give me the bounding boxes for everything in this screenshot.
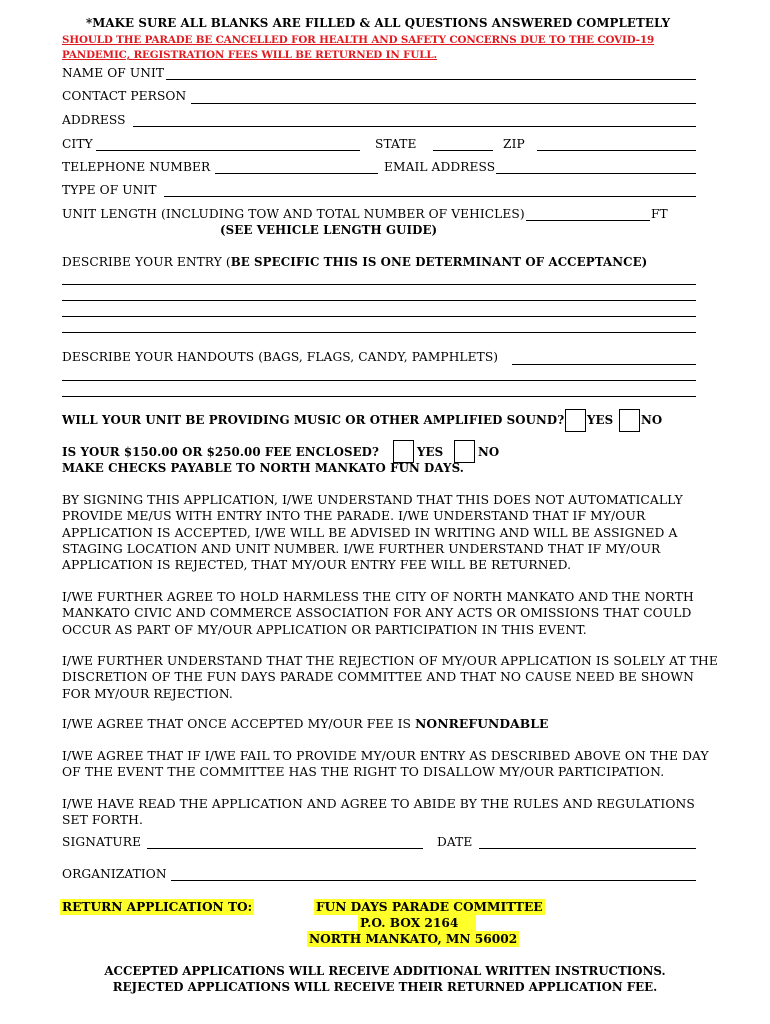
return-application-label: RETURN APPLICATION TO: [62,900,253,914]
return-address-line1: FUN DAYS PARADE COMMITTEE [316,900,543,914]
music-yes-label: YES [587,413,614,427]
music-question: WILL YOUR UNIT BE PROVIDING MUSIC OR OTHER AMPLIFIED SOUND? [62,413,565,427]
entry-line-2[interactable] [62,300,696,301]
zip-input[interactable] [537,150,696,151]
covid-warning-line2: PANDEMIC, REGISTRATION FEES WILL BE RETURNED IN FULL. [62,49,437,61]
paragraph-hold-harmless: I/WE FURTHER AGREE TO HOLD HARMLESS THE CITY OF NORTH MANKATO AND THE NORTH MANKATO CIVIC AND COMMERCE ASSOCIATION FOR ANY ACTS OR OMISSIONS THAT COULD OCCUR AS PART OF MY/OUR APPLICATION OR PARTICIPATION IN THIS EVENT. [62,590,694,637]
organization-label: ORGANIZATION [62,867,167,881]
music-no-checkbox[interactable] [619,409,640,432]
telephone-label: TELEPHONE NUMBER [62,160,211,174]
state-label: STATE [375,137,417,151]
unit-length-input[interactable] [526,220,650,221]
fee-no-checkbox[interactable] [454,440,475,463]
describe-entry-label: DESCRIBE YOUR ENTRY (BE SPECIFIC THIS IS ONE DETERMINANT OF ACCEPTANCE) [62,255,648,269]
covid-warning-line1: SHOULD THE PARADE BE CANCELLED FOR HEALTH AND SAFETY CONCERNS DUE TO THE COVID-19 [62,34,655,46]
date-label: DATE [437,835,473,849]
address-input[interactable] [133,126,696,127]
email-label: EMAIL ADDRESS [384,160,496,174]
email-input[interactable] [496,173,696,174]
organization-input[interactable] [171,880,696,881]
contact-person-input[interactable] [191,103,696,104]
paragraph-rejection: I/WE FURTHER UNDERSTAND THAT THE REJECTION OF MY/OUR APPLICATION IS SOLELY AT THE DISCRETION OF THE FUN DAYS PARADE COMMITTEE AND THAT NO CAUSE NEED BE SHOWN FOR MY/OUR REJECTION. [62,654,718,701]
footer-rejected-note: REJECTED APPLICATIONS WILL RECEIVE THEIR RETURNED APPLICATION FEE. [112,980,658,994]
describe-handouts-label: DESCRIBE YOUR HANDOUTS (BAGS, FLAGS, CANDY, PAMPHLETS) [62,350,499,364]
state-input[interactable] [433,150,493,151]
unit-length-label: UNIT LENGTH (INCLUDING TOW AND TOTAL NUMBER OF VEHICLES) [62,207,525,221]
fee-no-label: NO [478,445,500,459]
name-of-unit-label: NAME OF UNIT [62,66,165,80]
telephone-input[interactable] [215,173,378,174]
handouts-line-2[interactable] [62,380,696,381]
entry-line-4[interactable] [62,332,696,333]
type-of-unit-label: TYPE OF UNIT [62,183,157,197]
name-of-unit-input[interactable] [166,79,696,80]
paragraph-nonrefundable: I/WE AGREE THAT ONCE ACCEPTED MY/OUR FEE IS NONREFUNDABLE [62,716,549,731]
vehicle-length-guide: (SEE VEHICLE LENGTH GUIDE) [220,223,438,237]
signature-label: SIGNATURE [62,835,142,849]
checks-payable: MAKE CHECKS PAYABLE TO NORTH MANKATO FUN DAYS. [62,461,464,475]
form-title: *MAKE SURE ALL BLANKS ARE FILLED & ALL QUESTIONS ANSWERED COMPLETELY [86,16,671,30]
signature-input[interactable] [147,848,423,849]
city-input[interactable] [96,150,360,151]
paragraph-application-terms: BY SIGNING THIS APPLICATION, I/WE UNDERSTAND THAT THIS DOES NOT AUTOMATICALLY PROVIDE ME/US WITH ENTRY INTO THE PARADE. I/WE UNDERSTAND THAT IF MY/OUR APPLICATION IS ACCEPTED, I/WE WILL BE ADVISED IN WRITING AND WILL BE ASSIGNED A STAGING LOCATION AND UNIT NUMBER. I/WE FURTHER UNDERSTAND THAT IF MY/OUR APPLICATION IS REJECTED, THAT MY/OUR ENTRY FEE WILL BE RETURNED. [62,493,683,573]
unit-length-ft: FT [651,207,668,221]
date-input[interactable] [479,848,696,849]
type-of-unit-input[interactable] [164,196,696,197]
fee-yes-checkbox[interactable] [393,440,414,463]
handouts-input[interactable] [512,364,696,365]
return-address-line3: NORTH MANKATO, MN 56002 [309,932,518,946]
music-no-label: NO [641,413,663,427]
city-label: CITY [62,137,93,151]
address-label: ADDRESS [62,113,126,127]
footer-accepted-note: ACCEPTED APPLICATIONS WILL RECEIVE ADDITIONAL WRITTEN INSTRUCTIONS. [104,964,666,978]
paragraph-disallow: I/WE AGREE THAT IF I/WE FAIL TO PROVIDE MY/OUR ENTRY AS DESCRIBED ABOVE ON THE DAY OF THE EVENT THE COMMITTEE HAS THE RIGHT TO DISALLOW MY/OUR PARTICIPATION. [62,749,709,780]
music-yes-checkbox[interactable] [565,409,586,432]
return-address-line2: P.O. BOX 2164 [358,915,476,931]
entry-line-1[interactable] [62,284,696,285]
fee-yes-label: YES [417,445,444,459]
entry-line-3[interactable] [62,316,696,317]
handouts-line-3[interactable] [62,396,696,397]
zip-label: ZIP [503,137,525,151]
contact-person-label: CONTACT PERSON [62,89,187,103]
paragraph-rules: I/WE HAVE READ THE APPLICATION AND AGREE TO ABIDE BY THE RULES AND REGULATIONS SET FORTH. [62,797,695,828]
fee-question: IS YOUR $150.00 OR $250.00 FEE ENCLOSED? [62,445,380,459]
